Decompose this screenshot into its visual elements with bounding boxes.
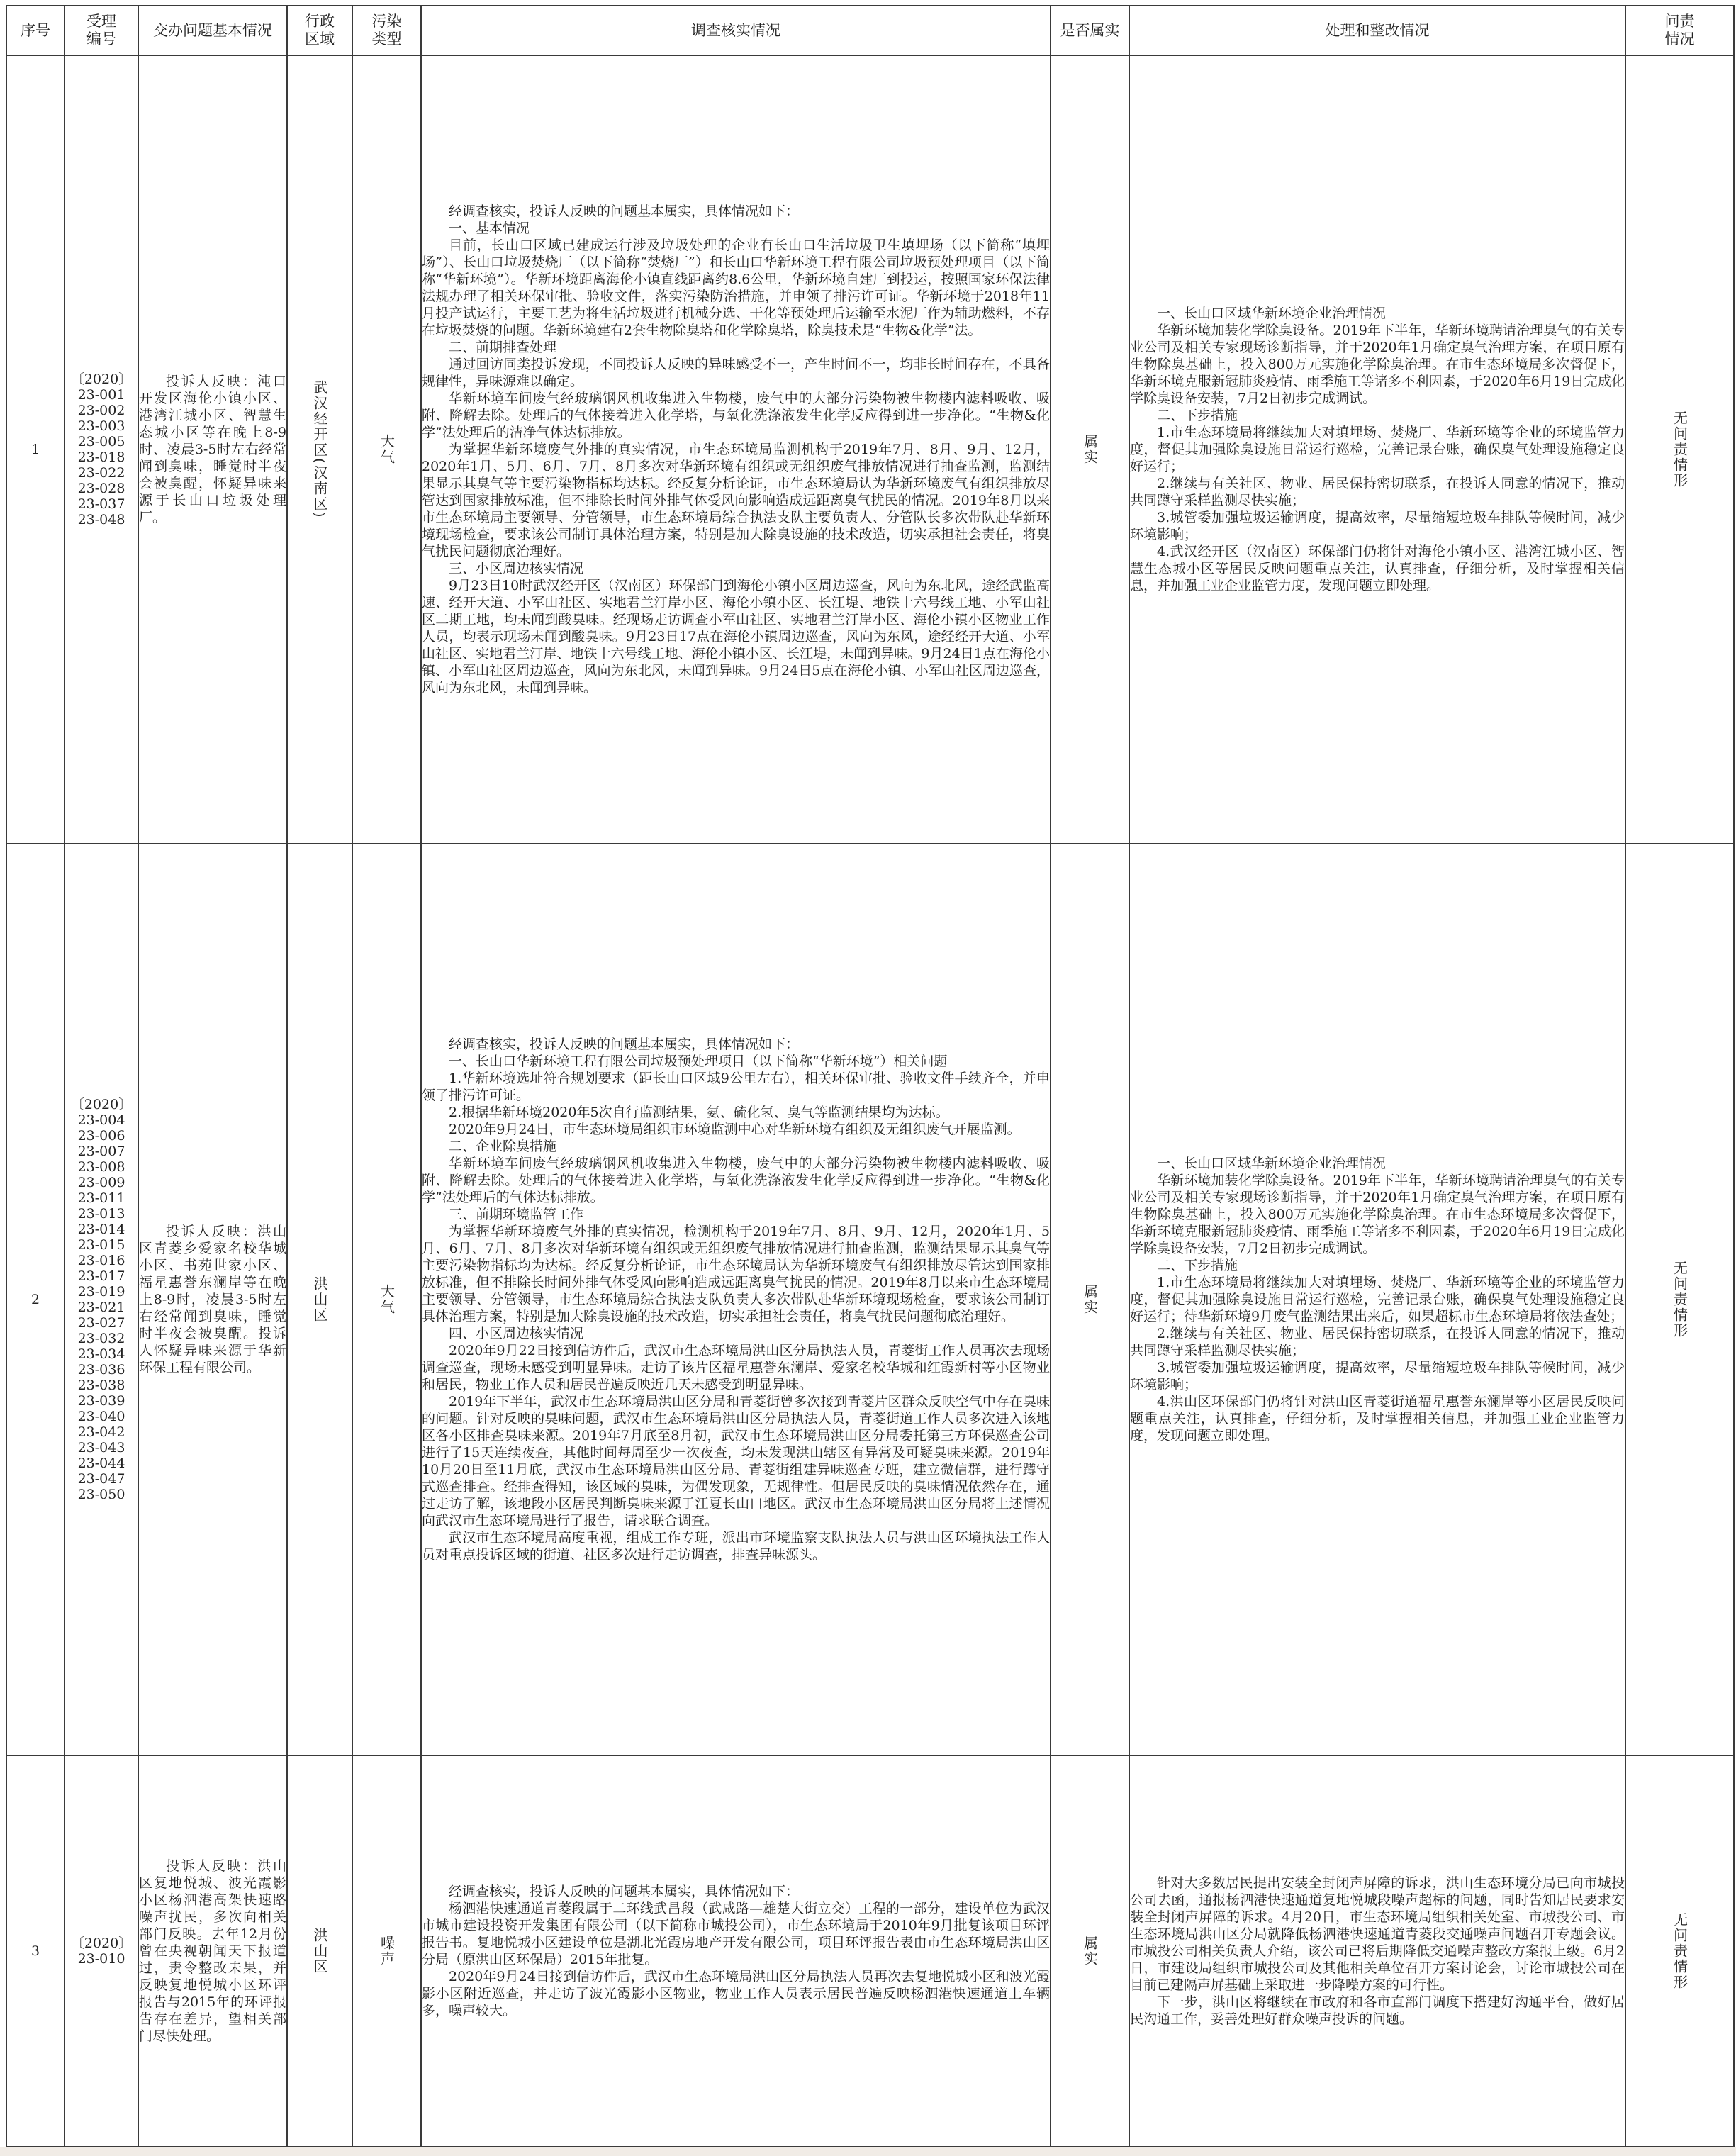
accept-no-cell: 〔2020〕 23-010: [65, 1755, 138, 2147]
verification-paragraph: 华新环境车间废气经玻璃钢风机收集进入生物楼，废气中的大部分污染物被生物楼内滤料吸收、吸附、降解去除。处理后的气体接着进入化学塔，与氧化洗涤液发生化学反应得到进一步净化。“生物&化学”法处理后的洁净气体达标排放。: [422, 391, 1050, 440]
accountability-text: 无问责情形: [1671, 1261, 1689, 1339]
verification-paragraph: 2020年9月22日接到信访件后，武汉市生态环境局洪山区分局执法人员，青菱街工作人员再次去现场调查巡查，现场未感受到明显异味。走访了该片区福星惠誉东澜岸、爱家名校华城和红霞新村等小区物业和居民，物业工作人员和居民普遍反映近几天未感受到明显异味。: [422, 1343, 1050, 1392]
verification-paragraph: 1.华新环境选址符合规划要求（距长山口区域9公里左右），相关环保审批、验收文件手续齐全，并申领了排污许可证。: [422, 1071, 1050, 1103]
header-is-true: 是否属实: [1051, 6, 1129, 55]
handling-paragraph: 二、下步措施: [1157, 408, 1238, 423]
header-seq: 序号: [6, 6, 65, 55]
issue-text: 投诉人反映：洪山区青菱乡爱家名校华城小区、书苑世家小区、福星惠誉东澜岸等在晚上8-9时，凌晨3-5时左右经常闻到臭味，睡觉时半夜会被臭醒。投诉人怀疑异味来源于华新环保工程有限公司。: [139, 1224, 286, 1375]
accountability-cell: [1625, 55, 1734, 844]
accountability-text: 无问责情形: [1671, 410, 1689, 488]
verification-paragraph: 武汉市生态环境局高度重视，组成工作专班，派出市环境监察支队执法人员与洪山区环境执法工作人员对重点投诉区域的街道、社区多次进行走访调查，排查异味源头。: [422, 1530, 1050, 1563]
handling-paragraph: 2.继续与有关社区、物业、居民保持密切联系，在投诉人同意的情况下，推动共同蹲守采样监测尽快实施；: [1130, 1326, 1625, 1358]
handling-paragraph: 针对大多数居民提出安装全封闭声屏障的诉求，洪山生态环境分局已向市城投公司去函，通报杨泗港快速通道复地悦城段噪声超标的问题，同时告知居民要求安装全封闭声屏障的诉求。4月20日，市生态环境局组织相关处室、市城投公司、市生态环境局洪山区分局就降低杨泗港快速通道青菱段交通噪声问题召开专题会议。市城投公司相关负责人介绍，该公司已将后期降低交通噪声整改方案报上级。6月2日，市建设局组织市城投公司及其他相关单位召开方案讨论会，讨论市城投公司在目前已建隔声屏基础上采取进一步降噪方案的可行性。: [1130, 1875, 1625, 1993]
verification-paragraph: 杨泗港快速通道青菱段属于二环线武昌段（武咸路—雄楚大街立交）工程的一部分，建设单位为武汉市城市建设投资开发集团有限公司（以下简称市城投公司），市生态环境局于2010年9月批复该项目环评报告书。复地悦城小区建设单位是湖北光霞房地产开发有限公司，项目环评报告表由市生态环境局洪山区分局（原洪山区环保局）2015年批复。: [422, 1901, 1050, 1967]
handling-paragraph: 4.洪山区环保部门仍将针对洪山区青菱街道福星惠誉东澜岸等小区居民反映问题重点关注，认真排查，仔细分析，及时掌握相关信息，并加强工业企业监管力度，发现问题立即处理。: [1130, 1394, 1625, 1443]
page-bottom-band: [0, 2147, 1736, 2156]
issue-text: 投诉人反映：洪山区复地悦城、波光霞影小区杨泗港高架快速路噪声扰民，多次向相关部门反映。去年12月份曾在央视朝闻天下报道过，责令整改未果，并反映复地悦城小区环评报告与2015年的环评报告存在差异，望相关部门尽快处理。: [139, 1858, 286, 2044]
header-accept-no: 受理 编号: [65, 6, 138, 55]
header-accountability: 问责 情况: [1625, 6, 1734, 55]
is-true-text: 属实: [1081, 1936, 1099, 1967]
accept-no-cell: 〔2020〕 23-001 23-002 23-003 23-005 23-018 23-022 23-028 23-037 23-048: [65, 55, 138, 844]
verification-paragraph: 2020年9月24日接到信访件后，武汉市生态环境局洪山区分局执法人员再次去复地悦城小区和波光霞影小区附近巡查，并走访了波光霞影小区物业，物业工作人员表示居民普遍反映杨泗港快速通道上车辆多，噪声较大。: [422, 1969, 1050, 2018]
handling-paragraph: 一、长山口区域华新环境企业治理情况: [1157, 306, 1387, 321]
header-verification: 调查核实情况: [421, 6, 1051, 55]
verification-paragraph: 一、长山口华新环境工程有限公司垃圾预处理项目（以下简称“华新环境”）相关问题: [449, 1054, 948, 1069]
verification-paragraph: 经调查核实，投诉人反映的问题基本属实，具体情况如下：: [449, 1037, 800, 1052]
pollution-cell: [352, 55, 421, 844]
verification-paragraph: 二、前期排查处理: [449, 340, 557, 355]
pollution-cell: [352, 1755, 421, 2147]
handling-paragraph: 3.城管委加强垃圾运输调度，提高效率，尽量缩短垃圾车排队等候时间，减少环境影响；: [1130, 510, 1625, 542]
header-row: [6, 6, 1734, 55]
accountability-text: 无问责情形: [1671, 1912, 1689, 1990]
issue-text: 投诉人反映：沌口开发区海伦小镇小区、港湾江城小区、智慧生态城小区等在晚上8-9时、凌晨3-5时左右经常闻到臭味，睡觉时半夜会被臭醒，怀疑异味来源于长山口垃圾处理厂。: [139, 374, 286, 525]
issue-cell: [138, 844, 287, 1755]
verification-paragraph: 2020年9月24日，市生态环境局组织市环境监测中心对华新环境有组织及无组织废气开展监测。: [449, 1122, 1021, 1137]
handling-paragraph: 华新环境加装化学除臭设备。2019年下半年，华新环境聘请治理臭气的有关专业公司及相关专家现场诊断指导，并于2020年1月确定臭气治理方案，在项目原有生物除臭基础上，投入800万元实施化学除臭治理。在市生态环境局多次督促下，华新环境克服新冠肺炎疫情、雨季施工等诸多不利因素，于2020年6月19日完成化学除臭设备安装，7月2日初步完成调试。: [1130, 323, 1625, 406]
district-text: 洪山区: [311, 1928, 328, 1975]
pollution-text: 大气: [378, 434, 396, 465]
is-true-cell: [1051, 1755, 1129, 2147]
verification-paragraph: 华新环境车间废气经玻璃钢风机收集进入生物楼，废气中的大部分污染物被生物楼内滤料吸收、吸附、降解去除。处理后的气体接着进入化学塔，与氧化洗涤液发生化学反应得到进一步净化。“生物&化学”法处理后的气体达标排放。: [422, 1156, 1050, 1205]
accountability-cell: [1625, 1755, 1734, 2147]
handling-paragraph: 1.市生态环境局将继续加大对填埋场、焚烧厂、华新环境等企业的环境监管力度，督促其加强除臭设施日常运行巡检，完善记录台账，确保臭气处理设施稳定良好运行；: [1130, 425, 1625, 474]
handling-paragraph: 2.继续与有关社区、物业、居民保持密切联系，在投诉人同意的情况下，推动共同蹲守采样监测尽快实施；: [1130, 476, 1625, 508]
is-true-text: 属实: [1081, 434, 1099, 465]
handling-cell: [1129, 55, 1625, 844]
seq-cell: 1: [6, 55, 65, 844]
header-handling: 处理和整改情况: [1129, 6, 1625, 55]
verification-paragraph: 四、小区周边核实情况: [449, 1326, 584, 1341]
handling-paragraph: 下一步，洪山区将继续在市政府和各市直部门调度下搭建好沟通平台，做好居民沟通工作，妥善处理好群众噪声投诉的问题。: [1130, 1994, 1625, 2027]
district-cell: [287, 1755, 352, 2147]
verification-paragraph: 目前，长山口区域已建成运行涉及垃圾处理的企业有长山口生活垃圾卫生填埋场（以下简称“填埋场”）、长山口垃圾焚烧厂（以下简称“焚烧厂”）和长山口华新环境工程有限公司垃圾预处理项目（以下简称“华新环境”）。华新环境距离海伦小镇直线距离约8.6公里，华新环境自建厂到投运，按照国家环保法律法规办理了相关环保审批、验收文件，落实污染防治措施，并申领了排污许可证。华新环境于2018年11月投产试运行，主要工艺为将生活垃圾进行机械分选、干化等预处理后运输至水泥厂作为辅助燃料，不存在垃圾焚烧的问题。华新环境建有2套生物除臭塔和化学除臭塔，除臭技术是“生物&化学”法。: [422, 238, 1050, 338]
handling-cell: [1129, 1755, 1625, 2147]
handling-paragraph: 二、下步措施: [1157, 1258, 1238, 1273]
handling-cell: [1129, 844, 1625, 1755]
verification-cell: [421, 1755, 1051, 2147]
header-issue: 交办问题基本情况: [138, 6, 287, 55]
seq-cell: 3: [6, 1755, 65, 2147]
accountability-cell: [1625, 844, 1734, 1755]
verification-paragraph: 2019年下半年，武汉市生态环境局洪山区分局和青菱街曾多次接到青菱片区群众反映空气中存在臭味的问题。针对反映的臭味问题，武汉市生态环境局洪山区分局执法人员，青菱街道工作人员多次进入该地区各小区排查臭味来源。2019年7月底至8月初，武汉市生态环境局洪山区分局委托第三方环保巡查公司进行了15天连续夜查，其他时间每周至少一次夜查，均未发现洪山辖区有异常及可疑臭味来源。2019年10月20日至11月底，武汉市生态环境局洪山区分局、青菱街组建异味巡查专班，建立微信群，进行蹲守式巡查排查。经排查得知，该区域的臭味，为偶发现象，无规律性。但居民反映的臭味情况依然存在，通过走访了解，该地段小区居民判断臭味来源于江夏长山口地区。武汉市生态环境局洪山区分局将上述情况向武汉市生态环境局进行了报告，请求联合调查。: [422, 1394, 1050, 1529]
verification-paragraph: 三、小区周边核实情况: [449, 561, 584, 576]
verification-paragraph: 9月23日10时武汉经开区（汉南区）环保部门到海伦小镇小区周边巡查，风向为东北风，途经武监高速、经开大道、小军山社区、实地君兰汀岸小区、海伦小镇小区、长江堤、地铁十六号线工地、小军山社区二期工地，均未闻到酸臭味。经现场走访调查小军山社区、实地君兰汀岸小区、海伦小镇小区物业工作人员，均表示现场未闻到酸臭味。9月23日17点在海伦小镇周边巡查，风向为东风，途经经开大道、小军山社区、实地君兰汀岸、地铁十六号线工地、海伦小镇小区、长江堤，未闻到异味。9月24日1点在海伦小镇、小军山社区周边巡查，风向为东北风，未闻到异味。9月24日5点在海伦小镇、小军山社区周边巡查，风向为东北风，未闻到异味。: [422, 578, 1050, 696]
verification-paragraph: 通过回访同类投诉发现，不同投诉人反映的异味感受不一，产生时间不一，均非长时间存在，不具备规律性，异味源难以确定。: [422, 357, 1050, 389]
verification-paragraph: 为掌握华新环境废气外排的真实情况，市生态环境局监测机构于2019年7月、8月、9月、12月，2020年1月、5月、6月、7月、8月多次对华新环境有组织或无组织废气排放情况进行抽查监测，监测结果显示其臭气等主要污染物指标均达标。经反复分析论证，市生态环境局认为华新环境废气有组织排放尽管达到国家排放标准，但不排除长时间外排气体受风向影响造成远距离臭气扰民的情况。2019年8月以来市生态环境局主要领导、分管领导，市生态环境局综合执法支队主要负责人、分管队长多次带队赴华新环境现场检查，要求该公司制订具体治理方案，特别是加大除臭设施的技术改造，切实承担社会责任，将臭气扰民问题彻底治理好。: [422, 442, 1050, 559]
verification-paragraph: 2.根据华新环境2020年5次自行监测结果，氨、硫化氢、臭气等监测结果均为达标。: [449, 1105, 949, 1120]
verification-cell: [421, 844, 1051, 1755]
district-cell: [287, 844, 352, 1755]
district-cell: [287, 55, 352, 844]
handling-paragraph: 一、长山口区域华新环境企业治理情况: [1157, 1156, 1387, 1171]
pollution-text: 噪声: [378, 1936, 396, 1967]
verification-paragraph: 经调查核实，投诉人反映的问题基本属实，具体情况如下：: [449, 203, 800, 219]
verification-paragraph: 一、基本情况: [449, 220, 530, 236]
verification-paragraph: 经调查核实，投诉人反映的问题基本属实，具体情况如下：: [449, 1884, 800, 1899]
issue-cell: [138, 1755, 287, 2147]
issue-cell: [138, 55, 287, 844]
handling-paragraph: 3.城管委加强垃圾运输调度，提高效率，尽量缩短垃圾车排队等候时间，减少环境影响；: [1130, 1360, 1625, 1392]
district-text: 洪山区: [311, 1276, 328, 1323]
header-pollution: 污染 类型: [352, 6, 421, 55]
table-row: [6, 1755, 1734, 2147]
is-true-text: 属实: [1081, 1284, 1099, 1315]
table-row: [6, 844, 1734, 1755]
verification-paragraph: 三、前期环境监管工作: [449, 1207, 584, 1222]
district-text: 武汉经开区(汉南区): [311, 380, 328, 519]
pollution-text: 大气: [378, 1284, 396, 1315]
verification-paragraph: 为掌握华新环境废气外排的真实情况，检测机构于2019年7月、8月、9月、12月，2020年1月、5月、6月、7月、8月多次对华新环境有组织或无组织废气排放情况进行抽查监测，监测结果显示其臭气等主要污染物指标均为达标。经反复分析论证，市生态环境局认为华新环境废气有组织排放尽管达到国家排放标准，但不排除长时间外排气体受风向影响造成远距离臭气扰民的情况。2019年8月以来市生态环境局主要领导、分管领导，市生态环境局综合执法支队负责人多次带队赴华新环境现场检查，要求该公司制订具体治理方案，特别是加大除臭设施的技术改造，切实承担社会责任，将臭气扰民问题彻底治理好。: [422, 1224, 1050, 1324]
accept-no-cell: 〔2020〕 23-004 23-006 23-007 23-008 23-009 23-011 23-013 23-014 23-015 23-016 23-017 23-019 23-021 23-027 23-032 23-034 23-036 23-038 23-039 23-040 23-042 23-043 23-044 23-047 23-050: [65, 844, 138, 1755]
is-true-cell: [1051, 55, 1129, 844]
case-table: [6, 5, 1735, 2147]
handling-paragraph: 4.武汉经开区（汉南区）环保部门仍将针对海伦小镇小区、港湾江城小区、智慧生态城小区等居民反映问题重点关注，认真排查，仔细分析，及时掌握相关信息，并加强工业企业监管力度，发现问题立即处理。: [1130, 544, 1625, 593]
header-district: 行政 区域: [287, 6, 352, 55]
verification-paragraph: 二、企业除臭措施: [449, 1139, 557, 1154]
is-true-cell: [1051, 844, 1129, 1755]
verification-cell: [421, 55, 1051, 844]
seq-cell: 2: [6, 844, 65, 1755]
pollution-cell: [352, 844, 421, 1755]
handling-paragraph: 1.市生态环境局将继续加大对填埋场、焚烧厂、华新环境等企业的环境监管力度，督促其加强除臭设施日常运行巡检，完善记录台账，确保臭气处理设施稳定良好运行；待华新环境9月废气监测结果出来后，如果超标市生态环境局将依法查处；: [1130, 1275, 1625, 1324]
handling-paragraph: 华新环境加装化学除臭设备。2019年下半年，华新环境聘请治理臭气的有关专业公司及相关专家现场诊断指导，并于2020年1月确定臭气治理方案，在项目原有生物除臭基础上，投入800万元实施化学除臭治理。在市生态环境局多次督促下，华新环境克服新冠肺炎疫情、雨季施工等诸多不利因素，于2020年6月19日完成化学除臭设备安装，7月2日初步完成调试。: [1130, 1173, 1625, 1256]
table-row: [6, 55, 1734, 844]
